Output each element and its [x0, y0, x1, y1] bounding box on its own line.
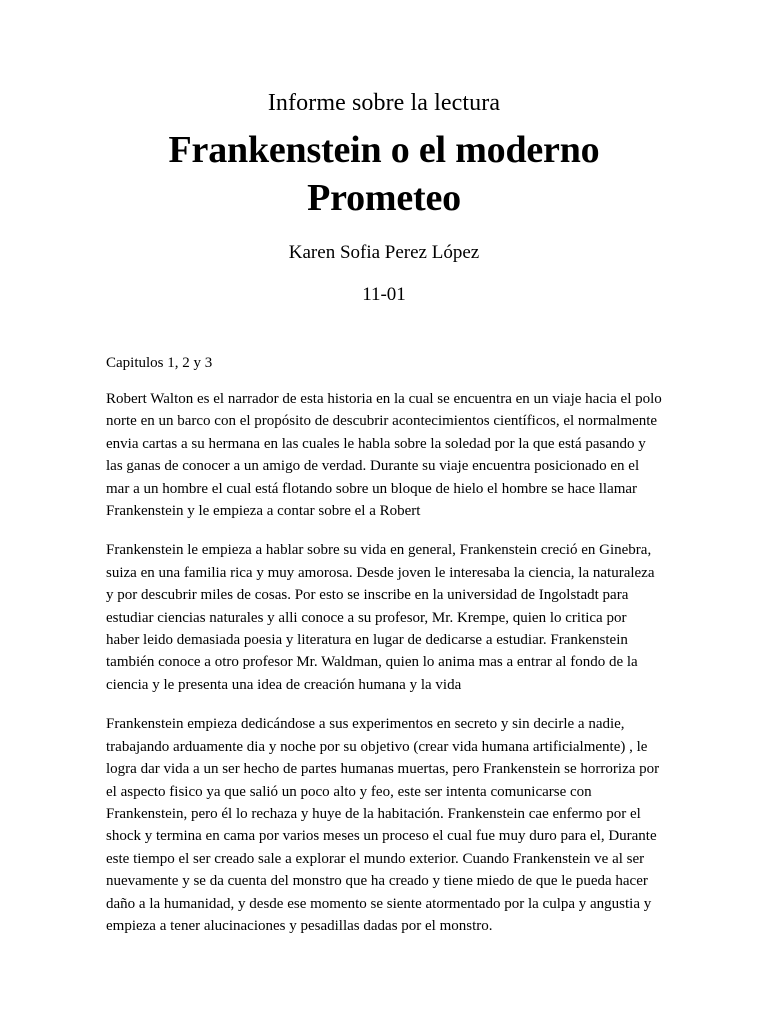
body-content — [106, 308, 662, 937]
report-title: Frankenstein o el moderno Prometeo — [168, 129, 600, 219]
body-paragraph: Frankenstein empieza dedicándose a sus experimentos en secreto y sin decirle a nadie, trabajando arduamente dia y noche por su objetivo (crear vida humana artificialmente) , le logra dar vida a un ser hecho de partes humanas muertas, pero Frankenstein se horroriza por el aspecto fisico ya que salió un poco alto y feo, este ser intenta comunicarse con Frankenstein, pero él lo rechaza y huye de la habitación. Frankenstein cae enfermo por el shock y termina en cama por varios meses un proceso el cual fue muy duro para el, Durante este tiempo el ser creado sale a explorar el mundo exterior. Cuando Frankenstein ve al ser nuevamente y se da cuenta del monstro que ha creado y tiene miedo de que le pueda hacer daño a la humanidad, y desde ese momento se siente atormentado por la culpa y angustia y empieza a tener alucinaciones y pesadillas dadas por el monstro. — [106, 716, 660, 934]
section-heading-chapters: Capitulos 1, 2 y 3 — [106, 355, 213, 371]
report-author: Karen Sofia Perez López — [288, 242, 480, 263]
title-block — [0, 0, 768, 308]
body-paragraph: Frankenstein le empieza a hablar sobre su vida en general, Frankenstein creció en Ginebra, suiza en una familia rica y muy amorosa. Desde joven le interesaba la ciencia, la naturaleza y por descubrir miles de cosas. Por esto se inscribe en la universidad de Ingolstadt para estudiar ciencias naturales y alli conoce a su profesor, Mr. Krempe, quien lo critica por haber leido demasiada poesia y literatura en lugar de dedicarse a estudiar. Frankenstein también conoce a otro profesor Mr. Waldman, quien lo anima mas a entrar al fondo de la ciencia y le presenta una idea de creación humana y la vida — [106, 542, 655, 693]
body-paragraph: Robert Walton es el narrador de esta historia en la cual se encuentra en un viaje hacia el polo norte en un barco con el propósito de descubrir acontecimientos científicos, el normalmente envia cartas a su hermana en las cuales le habla sobre la soledad por la que está pasando y las ganas de conocer a un amigo de verdad. Durante su viaje encuentra posicionado en el mar a un hombre el cual está flotando sobre un bloque de hielo el hombre se hace llamar Frankenstein y le empieza a contar sobre el a Robert — [106, 391, 662, 520]
report-kicker: Informe sobre la lectura — [267, 90, 501, 116]
report-grade: 11-01 — [362, 284, 406, 305]
